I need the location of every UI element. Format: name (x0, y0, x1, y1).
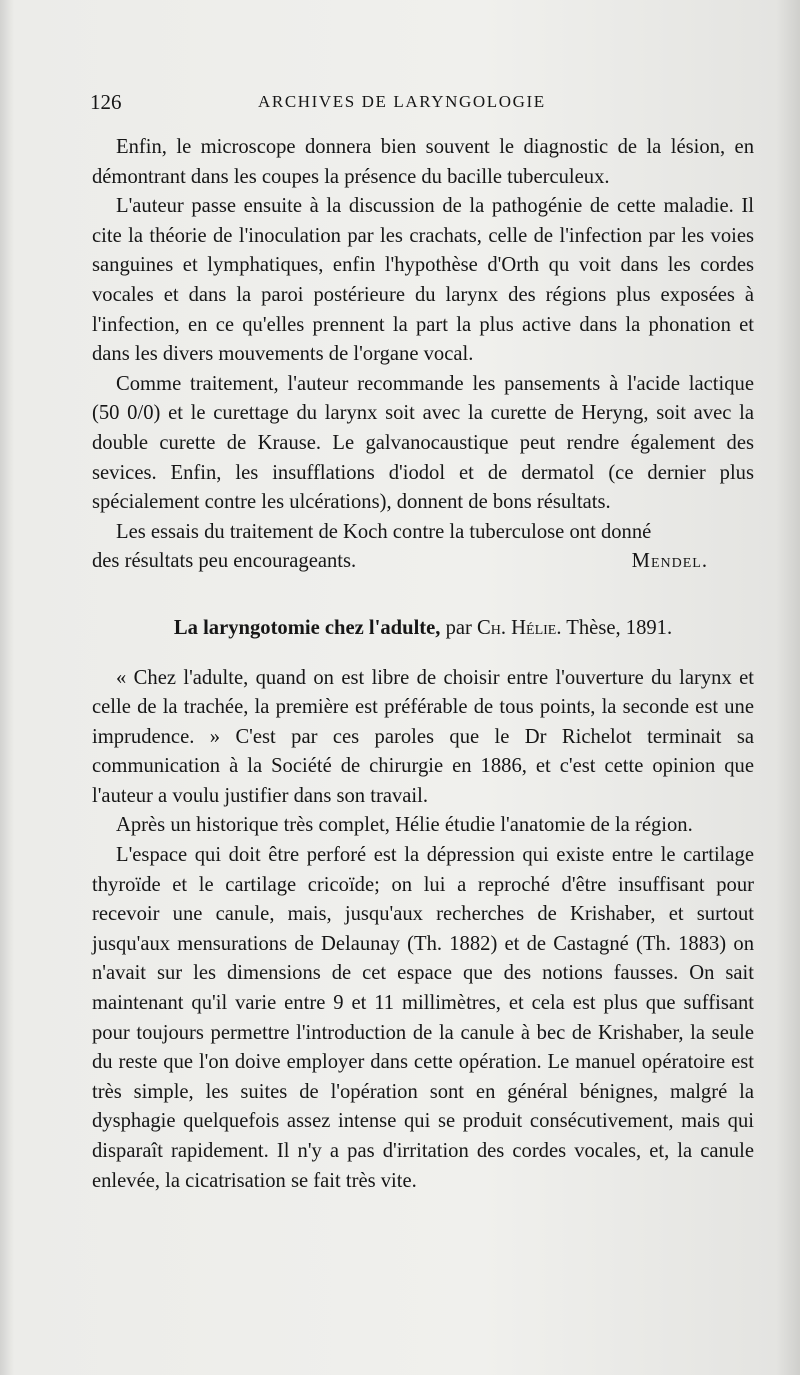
review2-title-by: par (440, 616, 478, 639)
review1-paragraph-4-end: des résultats peu encourageants. (92, 550, 357, 573)
review2-title (92, 614, 754, 644)
page-header (90, 90, 750, 120)
review2-title-text: La laryngotomie chez l'adulte, (173, 616, 441, 639)
review2-paragraph-2: Après un historique très complet, Hélie étudie l'anatomie de la région. (116, 814, 693, 837)
reviewer-signature: Mendel. (631, 550, 708, 573)
review1-paragraph-3: Comme traitement, l'auteur recommande les pansements à l'acide lactique (50 0/0) et le curettage du larynx soit avec la curette de Heryng, soit avec la double curette de Krause. Le galvanocaustique peut rendre également des sevices. Enfin, les insufflations d'iodol et de dermatol (ce dernier plus spécialement contre les ulcérations), donnent de bons résultats. (92, 372, 754, 514)
review1-paragraph-2: L'auteur passe ensuite à la discussion de la pathogénie de cette maladie. Il cite la théorie de l'inoculation par les crachats, celle de l'infection par les voies sanguines et lymphatiques, enfin l'hypothèse d'Orth qu voit dans les cordes vocales et dans la paroi postérieure du larynx des régions plus exposées à l'infection, en ce qu'elles prennent la part la plus active dans la phonation et dans les divers mouvements de l'organe vocal. (92, 195, 754, 366)
review2-paragraph-1: « Chez l'adulte, quand on est libre de choisir entre l'ouverture du larynx et celle de la trachée, la première est préférable de tous points, la seconde est une imprudence. » C'est par ces paroles que le Dr Richelot terminait sa communication à la Société de chirurgie en 1886, et c'est cette opinion que l'auteur a voulu justifier dans son travail. (92, 666, 754, 807)
review1-paragraph-1: Enfin, le microscope donnera bien souvent le diagnostic de la lésion, en démontrant dans les coupes la présence du bacille tuberculeux. (92, 136, 754, 188)
review1-paragraph-4: Les essais du traitement de Koch contre la tuberculose ont donné (116, 520, 652, 543)
page-number: 126 (90, 90, 122, 114)
page-body (92, 133, 754, 1196)
review2-title-rest: . Thèse, 1891. (556, 616, 673, 639)
review2-author: Ch. Hélie (477, 616, 557, 639)
running-title: ARCHIVES DE LARYNGOLOGIE (258, 92, 546, 111)
review1-closing-line (92, 547, 754, 577)
review2-paragraph-3: L'espace qui doit être perforé est la dépression qui existe entre le cartilage thyroïde et le cartilage cricoïde; on lui a reproché d'être insuffisant pour recevoir une canule, mais, jusqu'aux recherches de Krishaber, et surtout jusqu'aux mensurations de Delaunay (Th. 1882) et de Castagné (Th. 1883) on n'avait sur les dimensions de cet espace que des notions fausses. On sait maintenant qu'il varie entre 9 et 11 millimètres, et cela est plus que suffisant pour toujours permettre l'introduction de la canule à bec de Krishaber, la seule du reste que l'on doive employer dans cette opération. Le manuel opératoire est très simple, les suites de l'opération sont en général bénignes, malgré la dysphagie quelquefois assez intense qui se produit consécutivement, mais qui disparaît rapidement. Il n'y a pas d'irritation des cordes vocales, et, la canule enlevée, la cicatrisation se fait très vite. (92, 844, 754, 1192)
